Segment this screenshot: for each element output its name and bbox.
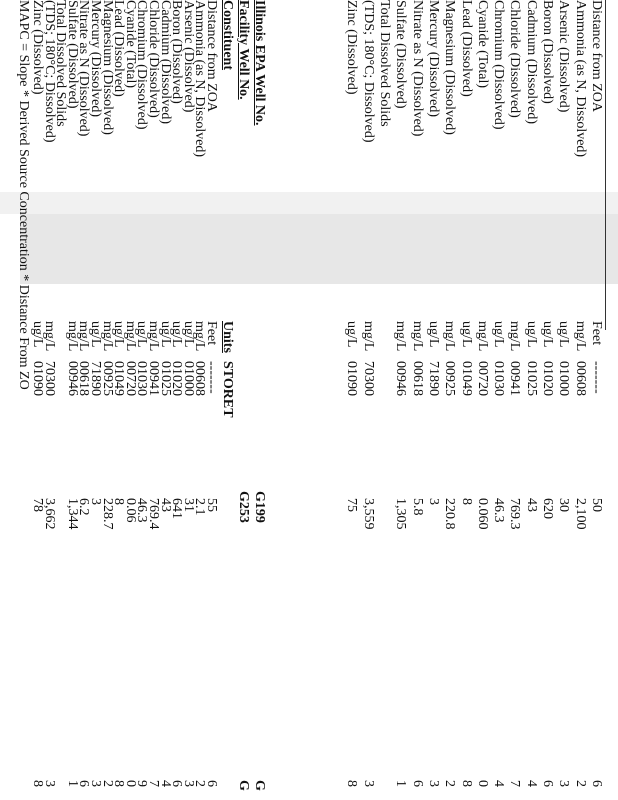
value-cell: 31 (180, 498, 196, 512)
well-a-id: G199 (252, 491, 267, 523)
storet-code: 00720 (474, 361, 490, 396)
storet-code: 01090 (344, 361, 360, 396)
constituent-name: Total Dissolved Solids (53, 0, 69, 127)
constituent-name: Chromium (Dissolved) (134, 0, 150, 130)
value-cell: 50 (589, 498, 604, 512)
value-cell-right: 1 (64, 780, 80, 787)
constituent-name: Cadmium (Dissolved) (157, 0, 173, 125)
value-cell: 30 (556, 498, 572, 512)
value-cell: 220.8 (442, 498, 458, 530)
value-cell: 55 (204, 498, 219, 512)
well-b-id: G253 (236, 491, 251, 523)
unit-cell: Feet (589, 321, 604, 346)
value-cell-right: 3 (556, 780, 572, 787)
storet-code: 01025 (157, 361, 173, 396)
storet-code: 01020 (169, 361, 185, 396)
storet-code: 01049 (458, 361, 474, 396)
value-cell-right: 6 (589, 780, 604, 787)
value-cell-right: 3 (180, 780, 196, 787)
value-cell: 1,344 (64, 498, 80, 530)
constituent-name: Magnesium (Dissolved) (99, 0, 115, 135)
unit-cell: ug/L (180, 321, 196, 348)
constituent-name: Total Dissolved Solids (377, 0, 393, 127)
unit-cell: mg/L (572, 321, 588, 352)
constituent-name: Sulfate (Dissolved) (64, 0, 80, 109)
unit-cell: mg/L (146, 321, 161, 352)
constituent-name: Cadmium (Dissolved) (523, 0, 539, 125)
constituent-name: Boron (Dissolved) (540, 0, 556, 104)
value-cell-right: 6 (204, 780, 219, 787)
value-cell-right: 7 (507, 780, 523, 787)
storet-code: 00925 (442, 361, 458, 396)
unit-cell: ug/L (523, 321, 539, 348)
constituent-name: Arsenic (Dissolved) (180, 0, 196, 113)
constituent-name: Chloride (Dissolved) (507, 0, 523, 118)
unit-cell: ug/L (556, 321, 572, 348)
constituent-name: Chloride (Dissolved) (146, 0, 161, 118)
value-cell: 3 (426, 498, 441, 505)
value-cell-right: 0 (474, 780, 490, 787)
unit-cell: ug/L (169, 321, 185, 348)
unit-cell: mg/L (99, 321, 115, 352)
unit-cell: Feet (204, 321, 219, 346)
constituent-name: Mercury (Dissolved) (426, 0, 441, 118)
value-cell: 5.8 (409, 498, 425, 516)
storet-code: 00608 (192, 361, 208, 396)
constituent-name: Magnesium (Dissolved) (442, 0, 458, 135)
value-cell-right: 4 (491, 780, 507, 787)
value-cell-right: 8 (458, 780, 474, 787)
storet-code: 00618 (409, 361, 425, 396)
value-cell: 8 (458, 498, 474, 505)
value-cell-right: 3 (426, 780, 441, 787)
unit-cell: ug/L (344, 321, 360, 348)
value-cell: 46.3 (134, 498, 150, 523)
unit-cell: mg/L (192, 321, 208, 352)
unit-cell: ug/L (426, 321, 441, 348)
constituent-name: Boron (Dissolved) (169, 0, 185, 104)
value-cell: 8 (111, 498, 127, 505)
value-cell: 769.3 (507, 498, 523, 530)
unit-cell: mg/L (64, 321, 80, 352)
value-cell-right: 6 (169, 780, 185, 787)
value-cell: 0.06 (122, 498, 138, 523)
facility-well-label: Facility Well No. (236, 0, 251, 100)
storet-code: 00925 (99, 361, 115, 396)
constituent-name: Lead (Dissolved) (111, 0, 127, 97)
storet-code: 01020 (540, 361, 556, 396)
value-cell-right: 9 (134, 780, 150, 787)
unit-cell: ug/L (458, 321, 474, 348)
value-cell: 43 (157, 498, 173, 512)
value-cell-right: 2 (99, 780, 115, 787)
value-cell: 3,559 (360, 498, 376, 530)
constituent-name: Cyanide (Total) (474, 0, 490, 89)
value-cell-right: 1 (393, 780, 409, 787)
storet-code: 01025 (523, 361, 539, 396)
constituent-name: Arsenic (Dissolved) (556, 0, 572, 113)
value-cell-right: 8 (344, 780, 360, 787)
value-cell: 1,305 (393, 498, 409, 530)
value-cell-right: 6 (409, 780, 425, 787)
well-no-label: Illinois EPA Well No. (252, 0, 267, 126)
value-cell-right: 8 (111, 780, 127, 787)
constituent-name: Ammonia (as N, Dissolved) (572, 0, 588, 158)
value-cell: 46.3 (491, 498, 507, 523)
value-cell: 6.2 (76, 498, 92, 516)
value-cell-right: 2 (572, 780, 588, 787)
value-cell: 641 (169, 498, 185, 519)
value-cell: 2,100 (572, 498, 588, 530)
storet-code: ------- (589, 361, 604, 394)
unit-cell: mg/L (360, 321, 376, 352)
value-cell: 2.1 (192, 498, 208, 516)
value-cell: 3 (88, 498, 103, 505)
storet-code: 01030 (491, 361, 507, 396)
storet-code: 00720 (122, 361, 138, 396)
constituent-name: Mercury (Dissolved) (88, 0, 103, 118)
unit-cell: ug/L (30, 321, 45, 348)
unit-cell: mg/L (409, 321, 425, 352)
storet-code: 71890 (426, 361, 441, 396)
storet-code: 00941 (507, 361, 523, 396)
well-b-right: G (236, 780, 251, 791)
value-cell: 228.7 (99, 498, 115, 530)
storet-code: 00946 (64, 361, 80, 396)
storet-code: ------- (204, 361, 219, 394)
top-table-rule (605, 0, 606, 330)
value-cell: 3,662 (41, 498, 57, 530)
storet-header: STORET (220, 361, 235, 418)
constituent-name: (TDS; 180°C; Dissolved) (41, 0, 57, 143)
unit-cell: mg/L (442, 321, 458, 352)
value-cell-right: 7 (146, 780, 161, 787)
value-cell-right: 6 (76, 780, 92, 787)
storet-code: 01000 (556, 361, 572, 396)
unit-cell: mg/L (41, 321, 57, 352)
value-cell: 620 (540, 498, 556, 519)
constituent-header: Constituent (220, 0, 235, 71)
storet-code: 01090 (30, 361, 45, 396)
unit-cell: ug/L (111, 321, 127, 348)
value-cell: 75 (344, 498, 360, 512)
constituent-name: Zinc (Dissolved) (344, 0, 360, 95)
constituent-name: Distance from ZOA (589, 0, 604, 112)
unit-cell: mg/L (122, 321, 138, 352)
unit-cell: ug/L (157, 321, 173, 348)
storet-code: 00618 (76, 361, 92, 396)
value-cell-right: 4 (157, 780, 173, 787)
well-a-right: G (252, 780, 267, 791)
unit-cell: mg/L (507, 321, 523, 352)
unit-cell: mg/L (393, 321, 409, 352)
constituent-name: Chromium (Dissolved) (491, 0, 507, 130)
storet-code: 70300 (41, 361, 57, 396)
unit-cell: mg/L (76, 321, 92, 352)
constituent-name: Nitrate as N (Dissolved) (76, 0, 92, 137)
storet-code: 01049 (111, 361, 127, 396)
value-cell-right: 3 (360, 780, 376, 787)
unit-cell: ug/L (540, 321, 556, 348)
value-cell-right: 8 (30, 780, 45, 787)
value-cell-right: 3 (88, 780, 103, 787)
storet-code: 00946 (393, 361, 409, 396)
constituent-name: Distance from ZOA (204, 0, 219, 112)
unit-cell: ug/L (88, 321, 103, 348)
constituent-name: Ammonia (as N, Dissolved) (192, 0, 208, 158)
storet-code: 00608 (572, 361, 588, 396)
value-cell: 769.4 (146, 498, 161, 530)
units-header: Units (220, 321, 235, 353)
unit-cell: ug/L (491, 321, 507, 348)
value-cell: 0.060 (474, 498, 490, 530)
constituent-name: Cyanide (Total) (122, 0, 138, 89)
unit-cell: mg/L (474, 321, 490, 352)
footnote: MAPC = Slope * Derived Source Concentration * Distance From ZO (16, 0, 31, 390)
constituent-name: Lead (Dissolved) (458, 0, 474, 97)
storet-code: 71890 (88, 361, 103, 396)
constituent-name: Zinc (Dissolved) (30, 0, 45, 95)
value-cell-right: 2 (442, 780, 458, 787)
value-cell-right: 3 (41, 780, 57, 787)
value-cell-right: 6 (540, 780, 556, 787)
storet-code: 01030 (134, 361, 150, 396)
value-cell-right: 0 (122, 780, 138, 787)
value-cell-right: 4 (523, 780, 539, 787)
storet-code: 00941 (146, 361, 161, 396)
constituent-name: Nitrate as N (Dissolved) (409, 0, 425, 137)
constituent-name: (TDS; 180°C; Dissolved) (360, 0, 376, 143)
storet-code: 01000 (180, 361, 196, 396)
storet-code: 70300 (360, 361, 376, 396)
value-cell: 78 (30, 498, 45, 512)
constituent-name: Sulfate (Dissolved) (393, 0, 409, 109)
value-cell-right: 2 (192, 780, 208, 787)
unit-cell: ug/L (134, 321, 150, 348)
value-cell: 43 (523, 498, 539, 512)
